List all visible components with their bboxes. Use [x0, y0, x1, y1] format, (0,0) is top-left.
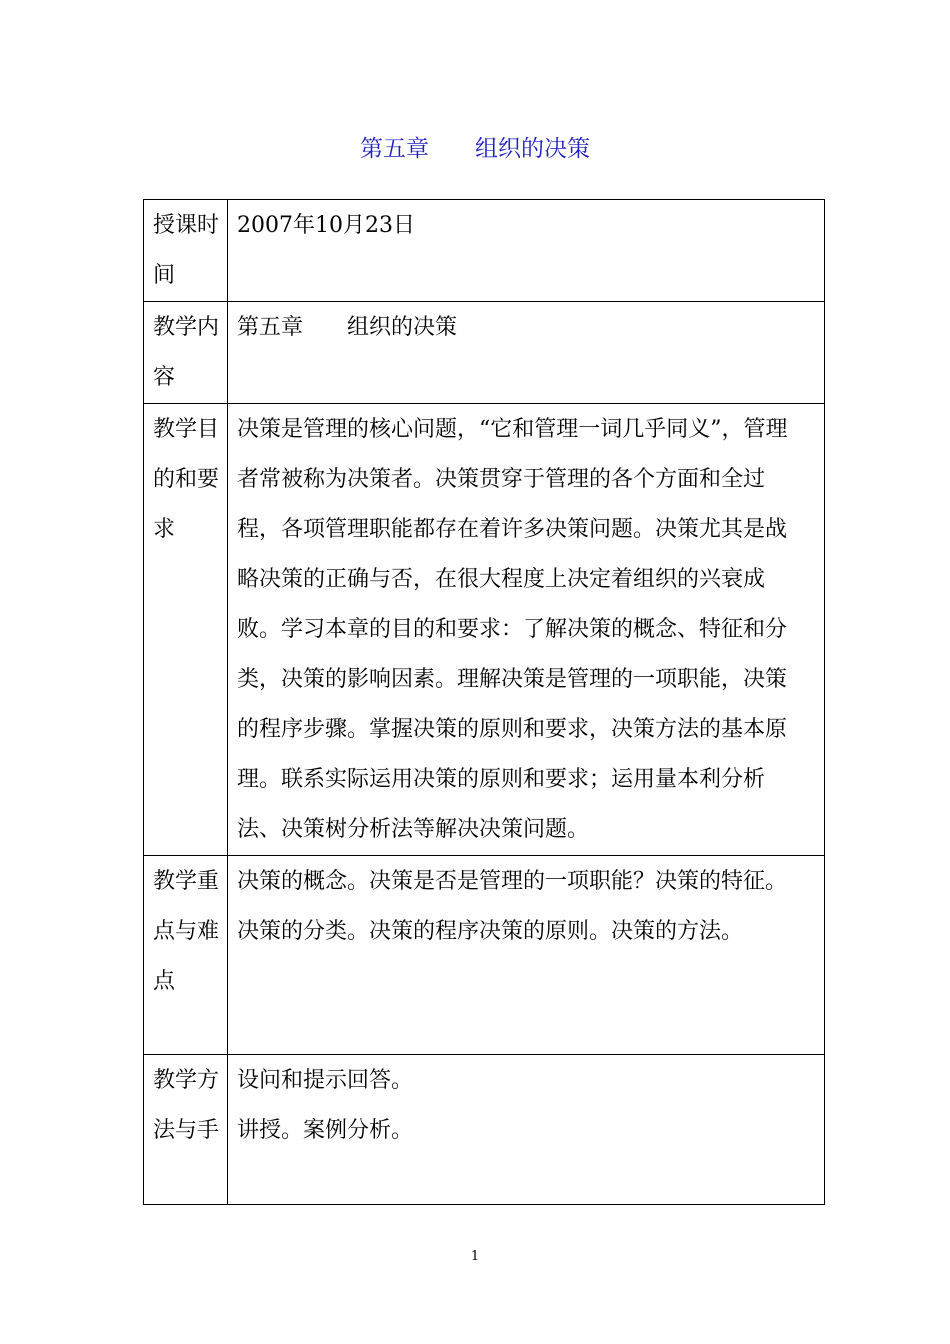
table-row-teaching-methods: [144, 1055, 825, 1205]
lesson-plan-table: [143, 199, 825, 1205]
value-text: 设问和提示回答。 讲授。案例分析。: [237, 1068, 414, 1143]
label-text: 教学内容: [153, 315, 220, 390]
value-text: 第五章 组织的决策: [237, 315, 458, 340]
value-key-points: [228, 856, 825, 1055]
label-text: 教学方法与手: [153, 1068, 220, 1143]
label-text: 教学重点与难点: [153, 869, 220, 994]
table-row-teaching-goals: [144, 404, 825, 856]
value-teaching-methods: [228, 1055, 825, 1205]
table-row-teaching-time: [144, 200, 825, 302]
label-teaching-content: [144, 302, 228, 404]
value-text: 决策是管理的核心问题，“它和管理一词几乎同义”，管理者常被称为决策者。决策贯穿于管理的各个方面和全过程，各项管理职能都存在着许多决策问题。决策尤其是战略决策的正确与否，在很大程度上决定着组织的兴衰成败。学习本章的目的和要求：了解决策的概念、特征和分类，决策的影响因素。理解决策是管理的一项职能，决策的程序步骤。掌握决策的原则和要求，决策方法的基本原理。联系实际运用决策的原则和要求；运用量本利分析法、决策树分析法等解决决策问题。: [237, 417, 788, 842]
label-key-points: [144, 856, 228, 1055]
page-title: 第五章 组织的决策: [360, 136, 590, 162]
value-teaching-goals: [228, 404, 825, 856]
label-teaching-time: [144, 200, 228, 302]
value-text: 决策的概念。决策是否是管理的一项职能？决策的特征。决策的分类。决策的程序决策的原则。决策的方法。: [237, 869, 788, 944]
label-teaching-methods: [144, 1055, 228, 1205]
table-row-teaching-content: [144, 302, 825, 404]
table-row-key-points: [144, 856, 825, 1055]
label-text: 教学目的和要求: [153, 417, 220, 542]
value-teaching-content: [228, 302, 825, 404]
page-number: 1: [470, 1249, 480, 1264]
value-text: 2007年10月23日: [237, 213, 415, 238]
label-text: 授课时间: [153, 213, 220, 288]
label-teaching-goals: [144, 404, 228, 856]
value-teaching-time: [228, 200, 825, 302]
